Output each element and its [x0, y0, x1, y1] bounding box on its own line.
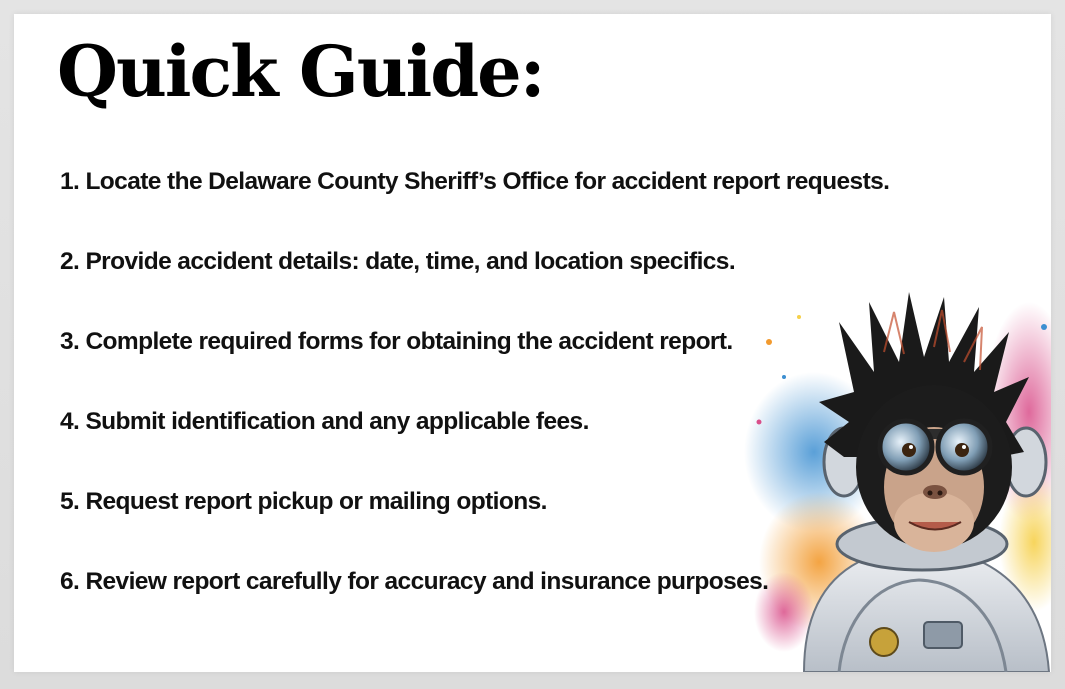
step-item: 3. Complete required forms for obtaining the accident report. — [60, 328, 733, 355]
step-item: 5. Request report pickup or mailing options. — [60, 488, 547, 515]
step-item: 2. Provide accident details: date, time, and location specifics. — [60, 248, 736, 275]
step-item: 1. Locate the Delaware County Sheriff’s Office for accident report requests. — [60, 168, 890, 195]
steps-list — [60, 162, 889, 642]
page-title: Quick Guide: — [57, 30, 544, 113]
step-item: 4. Submit identification and any applicable fees. — [60, 408, 589, 435]
guide-card — [14, 14, 1051, 672]
step-item: 6. Review report carefully for accuracy and insurance purposes. — [60, 568, 769, 595]
